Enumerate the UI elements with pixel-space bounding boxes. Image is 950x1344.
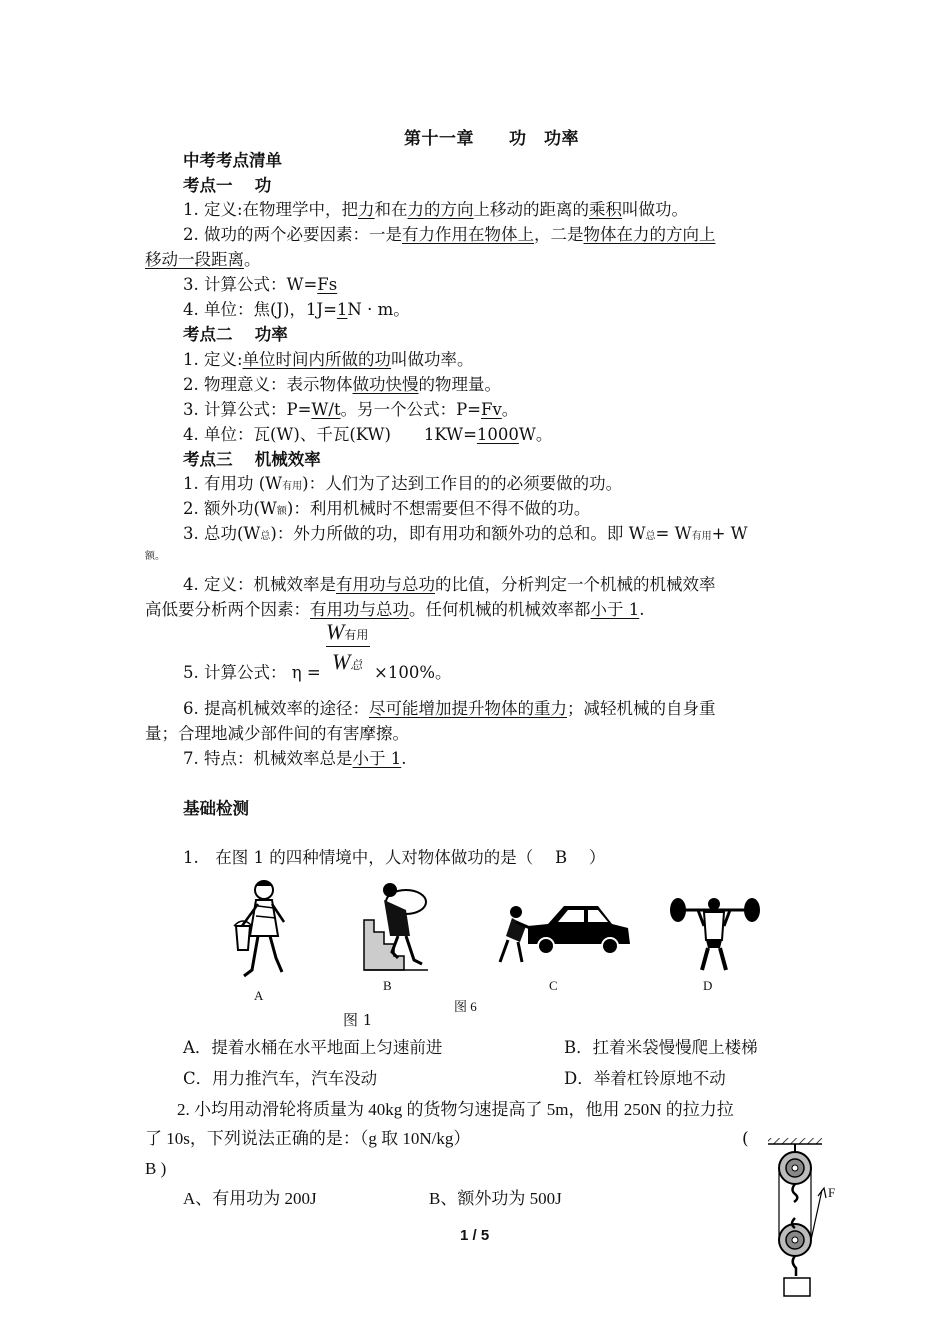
k3-line3-cont: 额。 — [145, 551, 165, 562]
fraction-bar — [326, 646, 370, 647]
figure-label-b: B — [383, 978, 392, 993]
k3-line1: 1. 有用功 (W有用)：人们为了达到工作目的的必须要做的功。 — [183, 474, 623, 493]
k3-line4a: 4. 定义：机械效率是有用功与总功的比值，分析判定一个机械的机械效率 — [183, 575, 716, 594]
k2-line3: 3. 计算公式：P=W/t。另一个公式：P=Fv。 — [183, 400, 519, 419]
figure-a-bucket — [228, 878, 288, 983]
page-number: 1 / 5 — [460, 1227, 490, 1244]
figure-label-a: A — [254, 988, 264, 1003]
k1-line3: 3. 计算公式：W=Fs — [183, 275, 338, 294]
k2-line2: 2. 物理意义：表示物体做功快慢的物理量。 — [183, 375, 501, 394]
k2-line1: 1. 定义:单位时间内所做的功叫做功率。 — [183, 350, 474, 369]
figure-d-barbell — [668, 890, 762, 974]
q1-stem: 1. 在图 1 的四种情境中，人对物体做功的是（ B ） — [183, 848, 606, 867]
k1-heading: 考点一 功 — [183, 176, 272, 195]
k3-line2: 2. 额外功(W额)：利用机械时不想需要但不得不做的功。 — [183, 499, 591, 518]
q2-option-a: A、有用功为 200J — [183, 1189, 317, 1208]
k2-heading: 考点二 功率 — [183, 325, 288, 344]
q2-paren: ( — [742, 1129, 749, 1149]
formula-denominator: W总 — [332, 649, 363, 674]
formula-numerator: W有用 — [326, 619, 369, 644]
q2-line1: 2. 小均用动滑轮将质量为 40kg 的货物匀速提高了 5m，他用 250N 的拉力拉 — [177, 1100, 734, 1119]
k3-line4b: 高低要分析两个因素：有用功与总功。任何机械的机械效率都小于 1. — [145, 600, 645, 619]
section-exam-list: 中考考点清单 — [183, 151, 282, 170]
k1-line4: 4. 单位：焦(J)，1J=1N · m。 — [183, 300, 410, 319]
force-label: F — [828, 1185, 836, 1200]
k3-heading: 考点三 机械效率 — [183, 450, 321, 469]
figure-label-d: D — [703, 978, 713, 993]
k3-line7: 7. 特点：机械效率总是小于 1. — [183, 749, 407, 768]
k3-line6b: 量；合理地减少部件间的有害摩擦。 — [145, 724, 409, 743]
q1-option-a: A．提着水桶在水平地面上匀速前进 — [183, 1038, 443, 1057]
k2-line4: 4. 单位：瓦(W)、千瓦(KW) 1KW=1000W。 — [183, 425, 553, 444]
figure-1-caption: 图 1 — [343, 1011, 373, 1029]
figure-6-caption: 图 6 — [454, 999, 477, 1014]
k1-line2: 2. 做功的两个必要因素：一是有力作用在物体上，二是物体在力的方向上 — [183, 225, 716, 244]
q2-line2: 了 10s，下列说法正确的是：（g 取 10N/kg） — [145, 1129, 471, 1148]
figure-label-c: C — [549, 978, 558, 993]
figure-b-stairs — [362, 880, 432, 972]
k3-line5-tail: ×100%。 — [374, 663, 452, 682]
pulley-diagram — [766, 1134, 850, 1300]
q1-option-b: B．扛着米袋慢慢爬上楼梯 — [564, 1038, 758, 1057]
k1-line2-cont: 移动一段距离。 — [145, 250, 261, 269]
k3-line6a: 6. 提高机械效率的途径：尽可能增加提升物体的重力；减轻机械的自身重 — [183, 699, 716, 718]
figure-c-car — [498, 896, 632, 966]
q2-option-b: B、额外功为 500J — [429, 1189, 562, 1208]
chapter-title: 第十一章 功 功率 — [404, 129, 579, 149]
basic-test-heading: 基础检测 — [183, 799, 249, 818]
q2-answer: B ) — [145, 1159, 167, 1178]
k3-line3: 3. 总功(W总)：外力所做的功，即有用功和额外功的总和。即 W总= W有用+ W — [183, 524, 748, 543]
k1-line1: 1. 定义:在物理学中，把力和在力的方向上移动的距离的乘积叫做功。 — [183, 200, 689, 219]
q1-option-d: D．举着杠铃原地不动 — [564, 1069, 726, 1088]
k3-line5-label: 5. 计算公式： η = — [183, 663, 321, 682]
q1-option-c: C．用力推汽车，汽车没动 — [183, 1069, 378, 1088]
